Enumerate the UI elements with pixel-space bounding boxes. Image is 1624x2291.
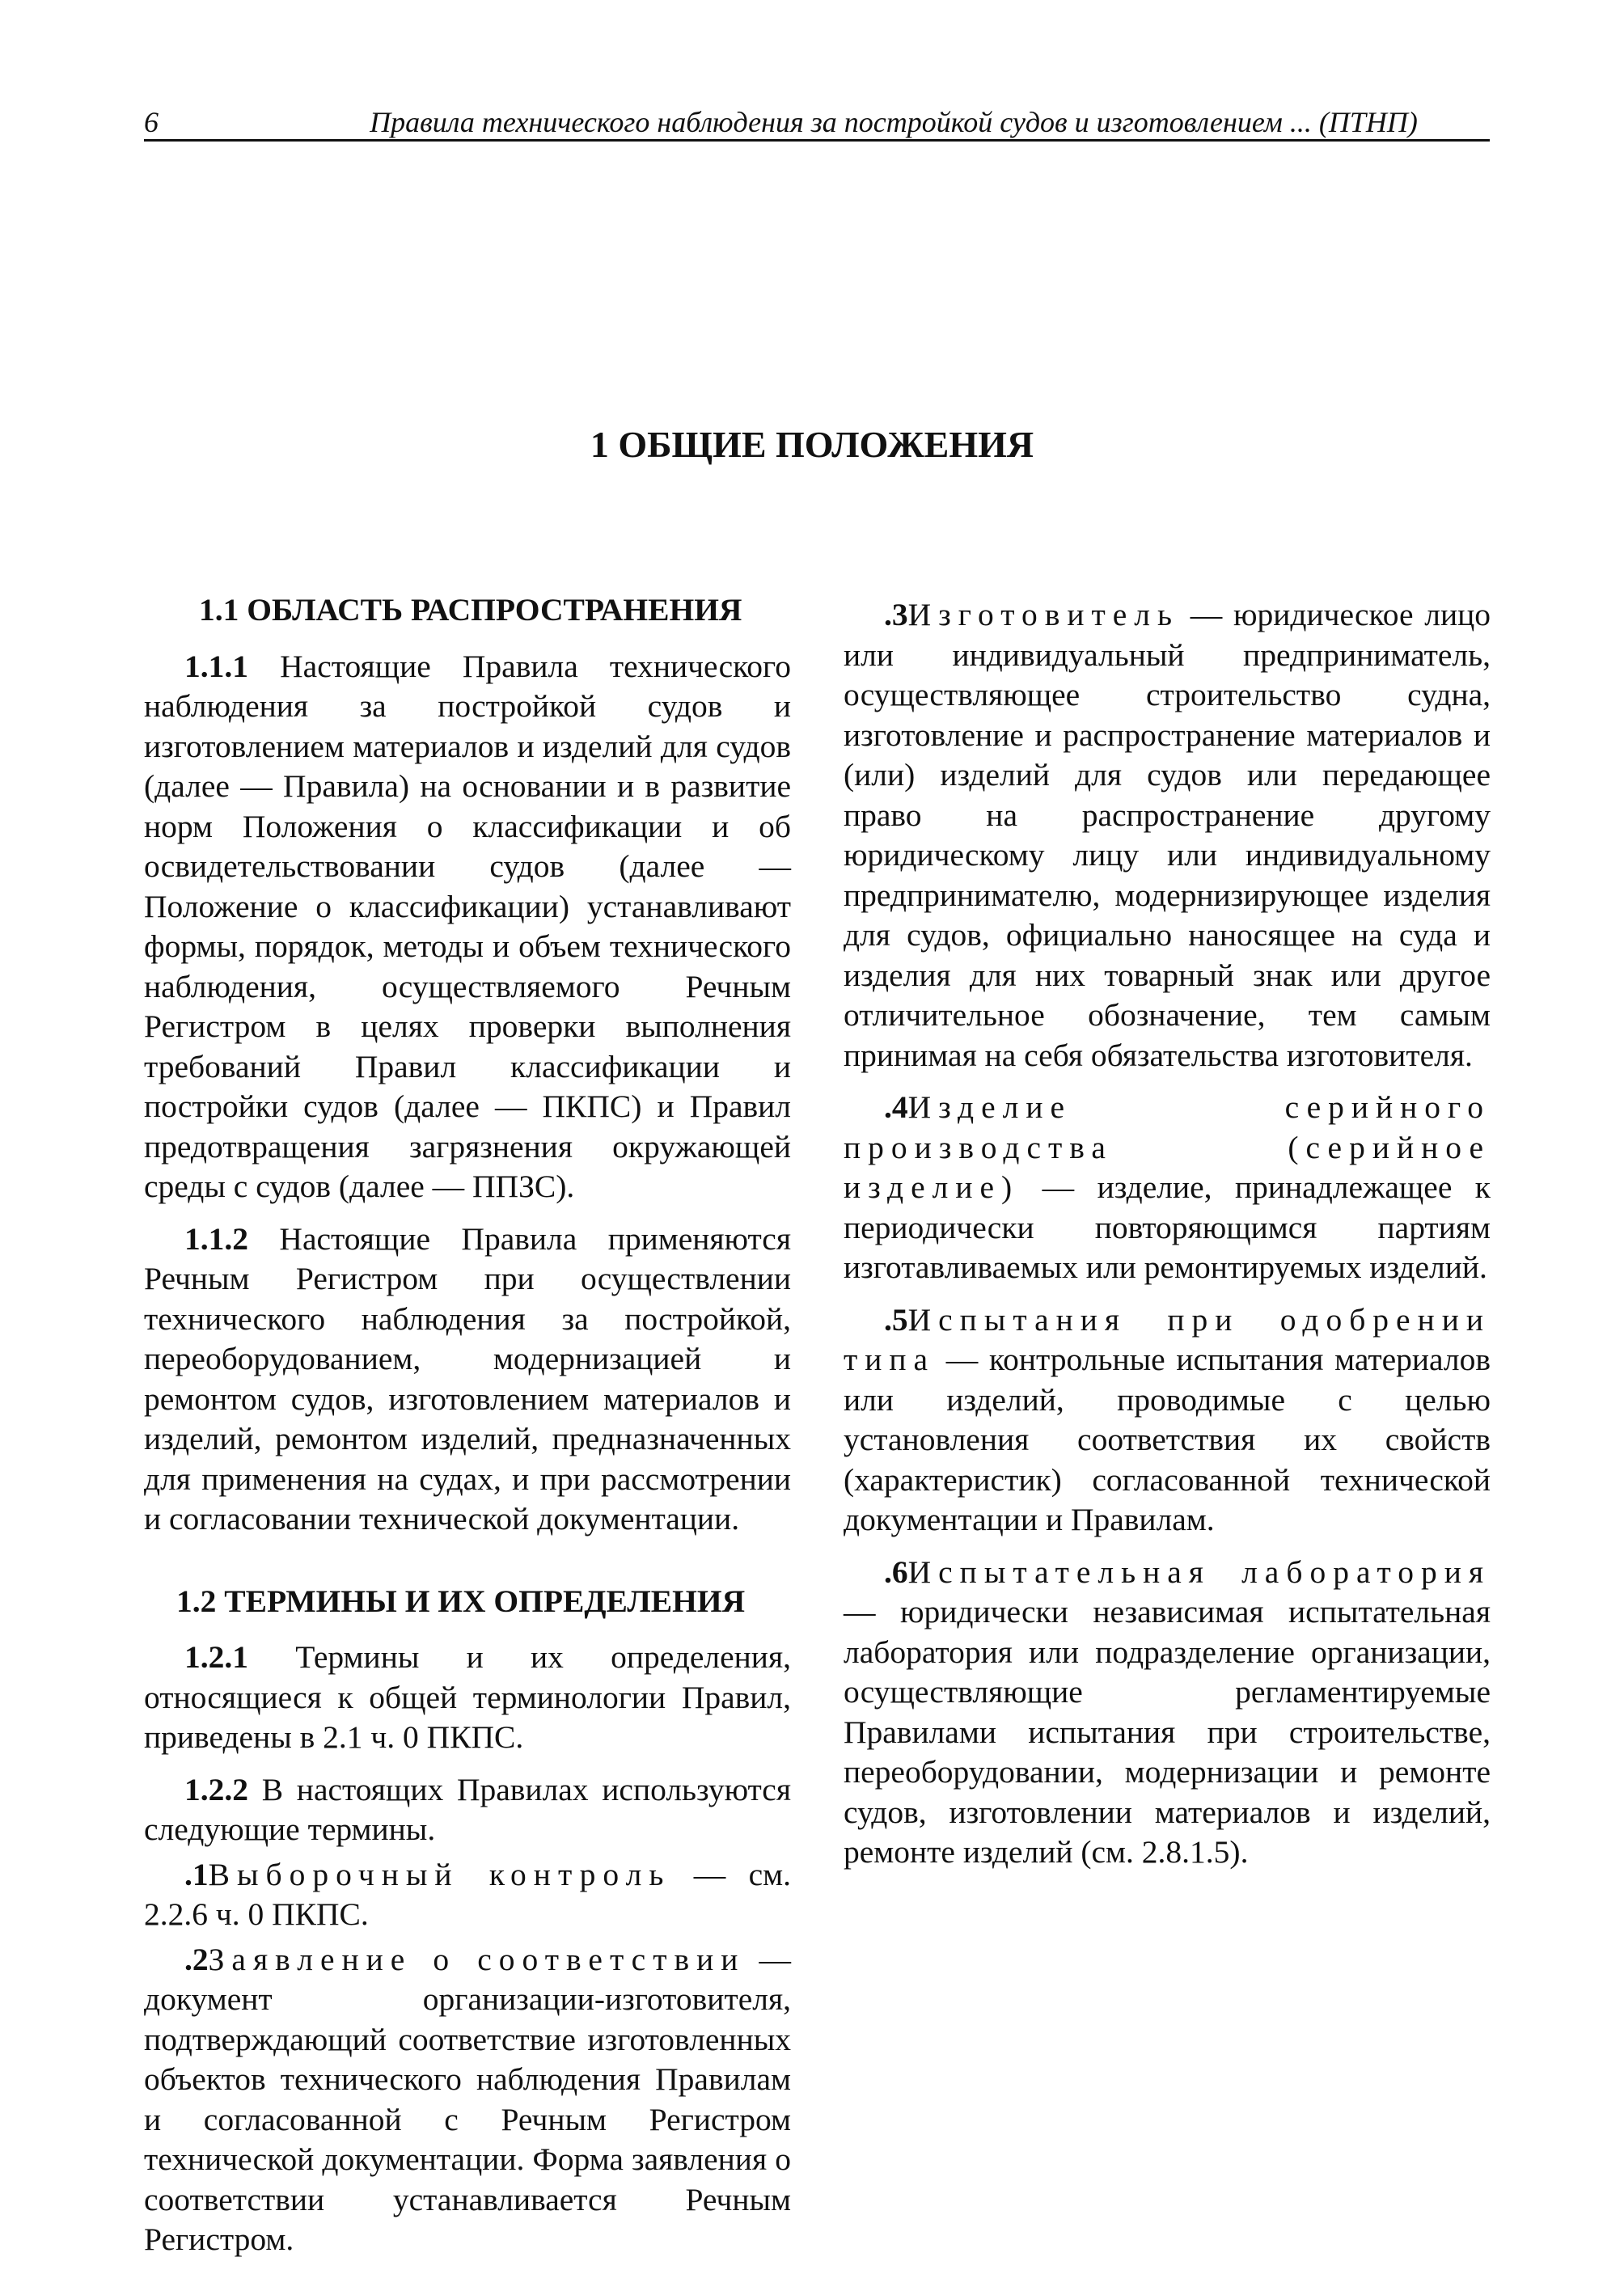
term-number: .4 [884, 1089, 908, 1125]
term-number: .6 [884, 1553, 908, 1590]
right-column [844, 590, 1491, 1873]
term-1 [144, 1855, 791, 1935]
term-name: Изготовитель [907, 597, 1180, 632]
term-name: Заявление о соответствии [208, 1941, 746, 1977]
paragraph-number: 1.1.1 [184, 648, 248, 684]
section-heading-1-1: 1.1 ОБЛАСТЬ РАСПРОСТРАНЕНИЯ [199, 592, 742, 628]
term-3 [844, 595, 1491, 1076]
term-6 [844, 1553, 1491, 1873]
term-number: .3 [884, 597, 908, 632]
paragraph-number: 1.2.2 [184, 1771, 248, 1807]
paragraph-1-1-1 [144, 647, 791, 1207]
paragraph-1-1-2 [144, 1219, 791, 1540]
paragraph-text: В настоящих Правилах используются следующие термины. [144, 1771, 791, 1847]
paragraph-1-2-2 [144, 1770, 791, 1850]
left-column [144, 590, 791, 2260]
term-definition: — изделие, принадлежащее к периодически повторяющимся партиям изготавливаемых или ремонтируемых изделий. [844, 1169, 1491, 1285]
chapter-title: 1 ОБЩИЕ ПОЛОЖЕНИЯ [590, 424, 1034, 465]
paragraph-text: Настоящие Правила технического наблюдения за постройкой судов и изготовлением материалов и изделий для судов (далее — Правила) на основании и в развитие норм Положения о классификации и об освидетельствовании судов (далее — Положение о классификации) устанавливают формы, порядок, методы и объем технического наблюдения, осуществляемого Речным Регистром в целях проверки выполнения требований Правил классификации и постройки судов (далее — ПКПС) и Правил предотвращения загрязнения окружающей среды с судов (далее — ППЗС). [144, 648, 791, 1204]
term-number: .1 [184, 1856, 209, 1892]
paragraph-number: 1.1.2 [184, 1220, 248, 1257]
page-number: 6 [144, 106, 159, 138]
paragraph-text: Настоящие Правила применяются Речным Регистром при осуществлении технического наблюдения за постройкой, переоборудованием, модернизацией и ремонтом судов, изготовлением материалов и изделий, ремонтом изделий, предназначенных для применения на судах, и при рассмотрении и согласовании технической документации. [144, 1220, 791, 1536]
term-4 [844, 1088, 1491, 1288]
term-name: Испытания при одобрении типа [844, 1301, 1491, 1377]
paragraph-number: 1.2.1 [184, 1639, 248, 1675]
page-header [144, 105, 1490, 142]
term-number: .2 [184, 1941, 209, 1977]
term-name: Изделие серийного производства (серийное изделие) [844, 1089, 1491, 1205]
term-2-start [144, 1940, 791, 2260]
term-name: Испытательная лаборатория [907, 1553, 1491, 1590]
running-title: Правила технического наблюдения за постройкой судов и изготовлением ... (ПТНП) [370, 106, 1418, 138]
term-definition: — см. 2.2.6 ч. 0 ПКПС. [144, 1856, 792, 1932]
term-definition: — контрольные испытания материалов или изделий, проводимые с целью установления соответствия их свойств (характеристик) согласованной технической документации и Правилам. [844, 1342, 1491, 1537]
term-number: .5 [884, 1301, 908, 1338]
paragraph-1-2-1 [144, 1638, 791, 1758]
section-heading-1-2: 1.2 ТЕРМИНЫ И ИХ ОПРЕДЕЛЕНИЯ [176, 1583, 746, 1619]
paragraph-text: Термины и их определения, относящиеся к общей терминологии Правил, приведены в 2.1 ч. 0 ПКПС. [144, 1639, 791, 1755]
term-name: Выборочный контроль [208, 1856, 671, 1892]
term-5 [844, 1300, 1491, 1541]
term-definition: — юридически независимая испытательная лаборатория или подразделение организации, осуществляющие регламентируемые Правилами испытания при строительстве, переоборудовании, модернизации и ремонте судов, изготовлении материалов и изделий, ремонте изделий (см. 2.8.1.5). [844, 1594, 1491, 1870]
term-definition: — документ организации-изготовителя, подтверждающий соответствие изготовленных объектов технического наблюдения Правилам и согласованной с Речным Регистром технической документации. Форма заявления о соответствии устанавливается Речным Регистром. [144, 1941, 791, 2257]
term-definition: — юридическое лицо или индивидуальный предприниматель, осуществляющее строительство судна, изготовление и распространение материалов и (или) изделий для судов или передающее право на распространение другому юридическому лицу или индивидуальному предпринимателю, модернизирующее изделия для судов, официально наносящее на суда и изделия для них товарный знак или другое отличительное обозначение, тем самым принимая на себя обязательства изготовителя. [844, 597, 1491, 1073]
